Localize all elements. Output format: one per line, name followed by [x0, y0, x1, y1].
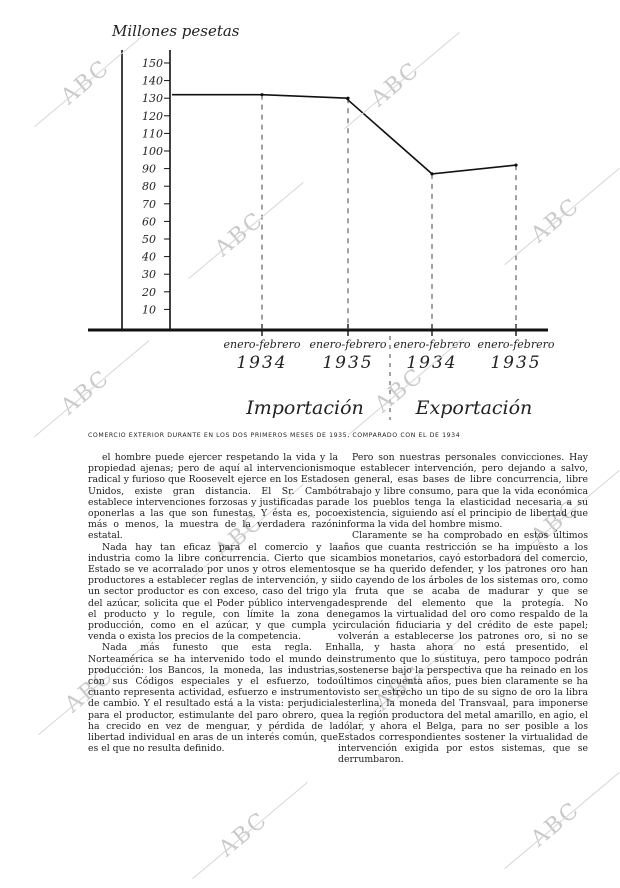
y-tick-label: 120 — [142, 109, 163, 123]
chart-unit-label: Millones pesetas — [112, 22, 240, 40]
x-category-period: enero-febrero — [309, 338, 387, 351]
x-category-year: 1935 — [490, 353, 542, 373]
data-point — [430, 172, 433, 175]
watermark: ABC — [56, 55, 115, 110]
x-category-year: 1934 — [406, 353, 458, 373]
watermark: ABC — [370, 363, 429, 418]
x-category-period: enero-febrero — [223, 338, 301, 351]
chart-axis — [88, 50, 548, 336]
y-tick-label: 20 — [142, 285, 156, 299]
watermark: ABC — [56, 365, 115, 420]
y-tick-label: 60 — [142, 215, 156, 229]
paragraph: Pero son nuestras personales convicciones. Hay que establecer intervención, pero dejando a salvo, en general, esas bases de libre concurrencia, libre trabajo y libre consumo, para que la vida económica de los pueblos tenga la elasticidad necesaria a su existencia, siguiendo así el principio de libertad que informa la vida del hombre mismo. — [338, 452, 588, 531]
series-group-label: Exportación — [415, 397, 533, 419]
watermark: ABC — [210, 207, 269, 262]
watermark: ABC — [526, 193, 585, 248]
y-tick-label: 70 — [142, 197, 156, 211]
x-category-period: enero-febrero — [393, 338, 471, 351]
y-tick-label: 100 — [142, 145, 163, 158]
data-point — [260, 93, 263, 96]
watermark: ABC — [526, 495, 585, 550]
y-tick-label: 30 — [142, 268, 156, 282]
series-line-1 — [346, 98, 516, 174]
y-tick-label: 40 — [142, 250, 156, 264]
text-column-left — [88, 452, 338, 862]
paragraph: Nada hay tan eficaz para el comercio y la industria como la libre concurrencia. Cierto que si Estado se ve acorralado por unos y otros elementos productores a establecer reglas de intervención, y si un sector productor es con exceso, caso del trigo y del azúcar, solicita que el Poder público intervenga el producto y lo regule, con límite la zona de producción, como en el azúcar, y que cumpla y venda o exista los precios de la competencia. — [88, 541, 338, 643]
watermark: ABC — [526, 797, 585, 852]
x-category-period: enero-febrero — [477, 338, 555, 351]
y-tick-label: 110 — [142, 127, 163, 141]
text-column-right — [338, 452, 588, 862]
y-tick-label: 50 — [142, 233, 156, 246]
paragraph: Claramente se ha comprobado en estos últimos años que cuanta restricción se ha impuesto a los cambios monetarios, cayó estorbadora del comercio, que se ha querido defender, y los patrones oro han ido cayendo de los árboles de los sistemas oro, como la fruta que se acaba de madurar y que se desprende del elemento que la protegía. No negamos la virtualidad del oro como respaldo de la circulación fiduciaria y del crédito de este papel; volverán a establecerse los patrones oro, si no se halla, y hasta ahora no está presentido, el instrumento que lo sustituya, pero tampoco podrán sostenerse bajo la perspectiva que ha reinado en los últimos cincuenta años, pues bien claramente se ha visto ser estrecho un tipo de su signo de oro la libra esterlina, la moneda del Transvaal, para imponerse a la región productora del metal amarillo, en agio, el dólar, y ahora el Belga, para no ser posible a los Estados correspondientes sostener la virtualidad de intervención exigida por estos sistemas, que se derrumbaron. — [338, 530, 588, 766]
chart-x-labels — [224, 338, 555, 419]
y-tick-label: 80 — [142, 180, 156, 194]
watermark: ABC — [60, 663, 119, 718]
watermark: ABC — [210, 509, 269, 564]
data-point — [514, 163, 517, 166]
chart-caption: COMERCIO EXTERIOR DURANTE EN LOS DOS PRIMEROS MESES DE 1935, COMPARADO CON EL DE 1934 — [88, 432, 461, 439]
watermark: ABC — [370, 661, 429, 716]
paragraph: el hombre puede ejercer respetando la vida y la propiedad ajenas; pero de aquí al intervencionismo radical y furioso que Roosevelt ejerce en los Estados Unidos, existe gran distancia. El Sr. Cambó establece intervenciones forzosas y justificadas para oponerlas a las que son funestas. Y ésta es, poco más o menos, la muestra de la verdadera razón estatal. — [88, 452, 338, 542]
series-line-0 — [172, 95, 348, 99]
y-tick-label: 150 — [142, 57, 163, 70]
y-tick-label: 90 — [142, 162, 156, 176]
y-tick-label: 130 — [142, 92, 163, 106]
series-group-label: Importación — [246, 397, 364, 419]
y-tick-label: 140 — [142, 74, 163, 88]
x-category-year: 1935 — [322, 353, 374, 373]
watermark: ABC — [366, 57, 425, 112]
y-tick-label: 10 — [142, 303, 156, 317]
paragraph: Nada más funesto que esta regla. En Norteamérica se ha intervenido todo el mundo de producción: los Bancos, la moneda, las industrias, con sus Códigos especiales y el esfuerzo, todo cuanto representa actividad, esfuerzo e instrumento de cambio. Y el resultado está a la vista: perjudicial para el productor, estimulante del paro obrero, que ha crecido en vez de menguar, y pérdida de la libertad individual en aras de un interés común, que es el que no resulta definido. — [88, 642, 338, 755]
trade-chart — [0, 0, 620, 430]
x-category-year: 1934 — [236, 353, 288, 373]
watermark: ABC — [214, 807, 273, 862]
